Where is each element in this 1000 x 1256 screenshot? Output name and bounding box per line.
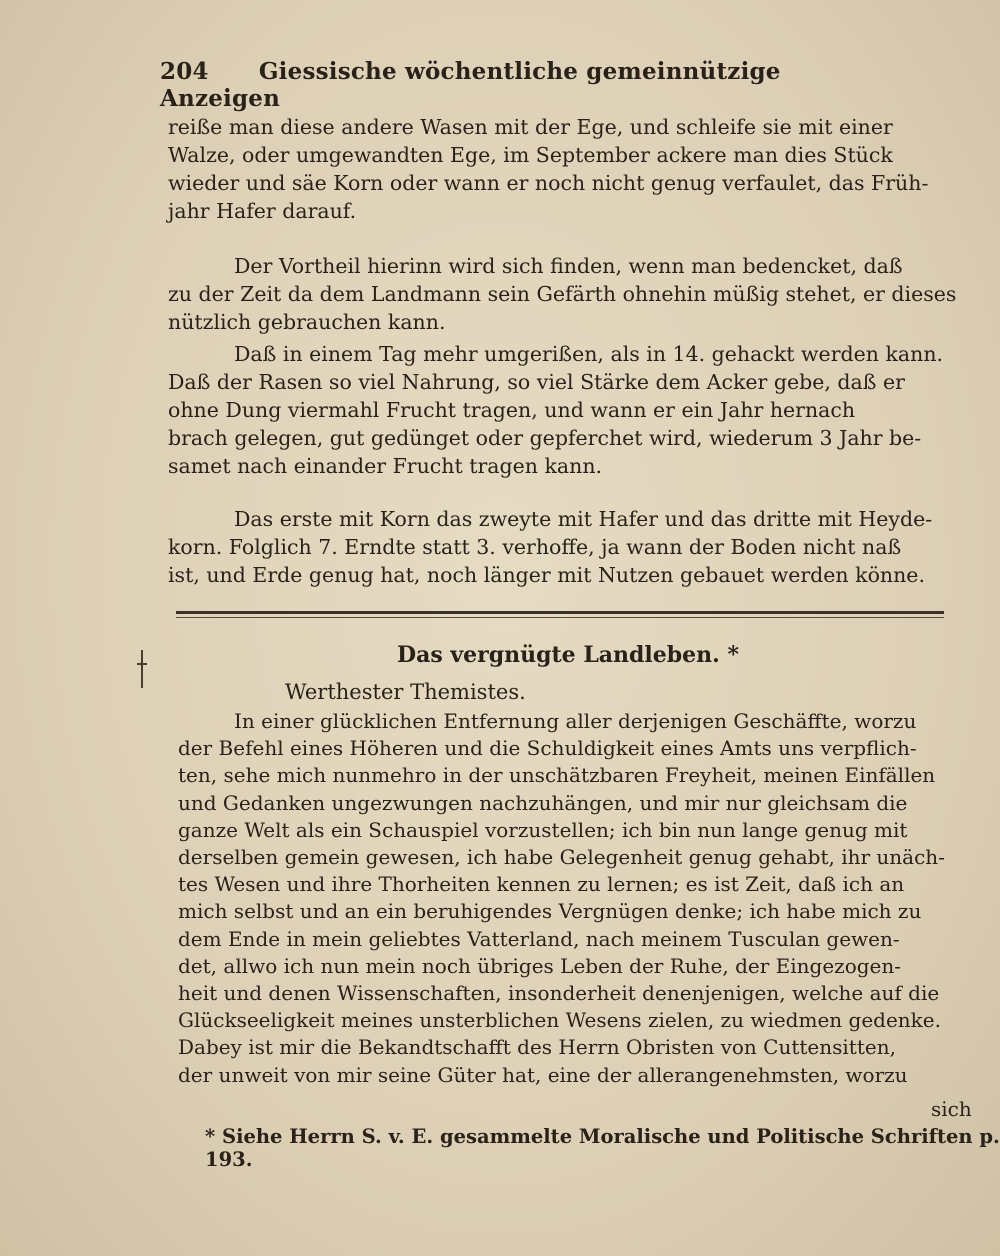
text-line: ist, und Erde genug hat, noch länger mit Nutzen gebauet werden könne. bbox=[168, 563, 925, 587]
text-line: ganze Welt als ein Schauspiel vorzustellen; ich bin nun lange genug mit bbox=[178, 817, 908, 842]
text-line: und Gedanken ungezwungen nachzuhängen, und mir nur gleichsam die bbox=[178, 790, 908, 815]
text-line: derselben gemein gewesen, ich habe Gelegenheit genug gehabt, ihr unäch- bbox=[178, 845, 945, 870]
text-line: tes Wesen und ihre Thorheiten kennen zu lernen; es ist Zeit, daß ich an bbox=[178, 872, 905, 897]
text-line: heit und denen Wissenschaften, insonderheit denenjenigen, welche auf die bbox=[178, 981, 940, 1006]
paragraph-1 bbox=[168, 113, 968, 225]
text-line: Das erste mit Korn das zweyte mit Hafer und das dritte mit Heyde- bbox=[234, 507, 933, 531]
text-line: nützlich gebrauchen kann. bbox=[168, 310, 446, 334]
text-line: reiße man diese andere Wasen mit der Ege, und schleife sie mit einer bbox=[168, 115, 893, 139]
text-line: Daß der Rasen so viel Nahrung, so viel Stärke dem Acker gebe, daß er bbox=[168, 370, 905, 394]
catchword: sich bbox=[931, 1097, 972, 1121]
article-title: Das vergnügte Landleben. * bbox=[397, 642, 739, 668]
text-line: ohne Dung viermahl Frucht tragen, und wann er ein Jahr hernach bbox=[168, 398, 856, 422]
text-line: jahr Hafer darauf. bbox=[168, 199, 357, 223]
page-header bbox=[160, 58, 860, 112]
text-line: Glückseeligkeit meines unsterblichen Wesens zielen, zu wiedmen gedenke. bbox=[178, 1008, 941, 1033]
text-line: korn. Folglich 7. Erndte statt 3. verhoffe, ja wann der Boden nicht naß bbox=[168, 535, 902, 559]
text-line: brach gelegen, gut gedünget oder gepferchet wird, wiederum 3 Jahr be- bbox=[168, 426, 922, 450]
paragraph-3 bbox=[168, 340, 968, 480]
running-title: Giessische wöchentliche gemeinnützige Anzeigen bbox=[160, 58, 781, 112]
text-line: Der Vortheil hierinn wird sich finden, wenn man bedencket, daß bbox=[234, 254, 903, 278]
text-line: samet nach einander Frucht tragen kann. bbox=[168, 454, 603, 478]
text-line: Walze, oder umgewandten Ege, im September ackere man dies Stück bbox=[168, 143, 893, 167]
page-number: 204 bbox=[160, 58, 209, 85]
letter-salutation: Werthester Themistes. bbox=[285, 680, 526, 704]
text-line: der Befehl eines Höheren und die Schuldigkeit eines Amts uns verpflich- bbox=[178, 736, 917, 761]
text-line: wieder und säe Korn oder wann er noch nicht genug verfaulet, das Früh- bbox=[168, 171, 929, 195]
text-line: ten, sehe mich nunmehro in der unschätzbaren Freyheit, meinen Einfällen bbox=[178, 763, 936, 788]
paragraph-2 bbox=[168, 252, 968, 336]
paragraph-4 bbox=[168, 505, 968, 589]
text-line: det, allwo ich nun mein noch übriges Leben der Ruhe, der Eingezogen- bbox=[178, 953, 902, 978]
text-line: dem Ende in mein geliebtes Vatterland, nach meinem Tusculan gewen- bbox=[178, 926, 900, 951]
margin-mark bbox=[141, 650, 143, 688]
section-divider-thin bbox=[176, 617, 944, 618]
text-line: Dabey ist mir die Bekandtschafft des Herrn Obristen von Cuttensitten, bbox=[178, 1035, 896, 1060]
footnote: * Siehe Herrn S. v. E. gesammelte Moralische und Politische Schriften p. 193. bbox=[205, 1125, 1000, 1171]
text-line: zu der Zeit da dem Landmann sein Gefärth ohnehin müßig stehet, er dieses bbox=[168, 282, 957, 306]
text-line: Daß in einem Tag mehr umgerißen, als in 14. gehackt werden kann. bbox=[234, 342, 944, 366]
margin-mark-cross bbox=[137, 663, 147, 665]
text-line: In einer glücklichen Entfernung aller derjenigen Geschäffte, worzu bbox=[234, 709, 917, 733]
section-divider bbox=[176, 611, 944, 614]
letter-body bbox=[178, 708, 968, 1089]
text-line: mich selbst und an ein beruhigendes Vergnügen denke; ich habe mich zu bbox=[178, 899, 922, 924]
text-line: der unweit von mir seine Güter hat, eine der allerangenehmsten, worzu bbox=[178, 1062, 908, 1087]
